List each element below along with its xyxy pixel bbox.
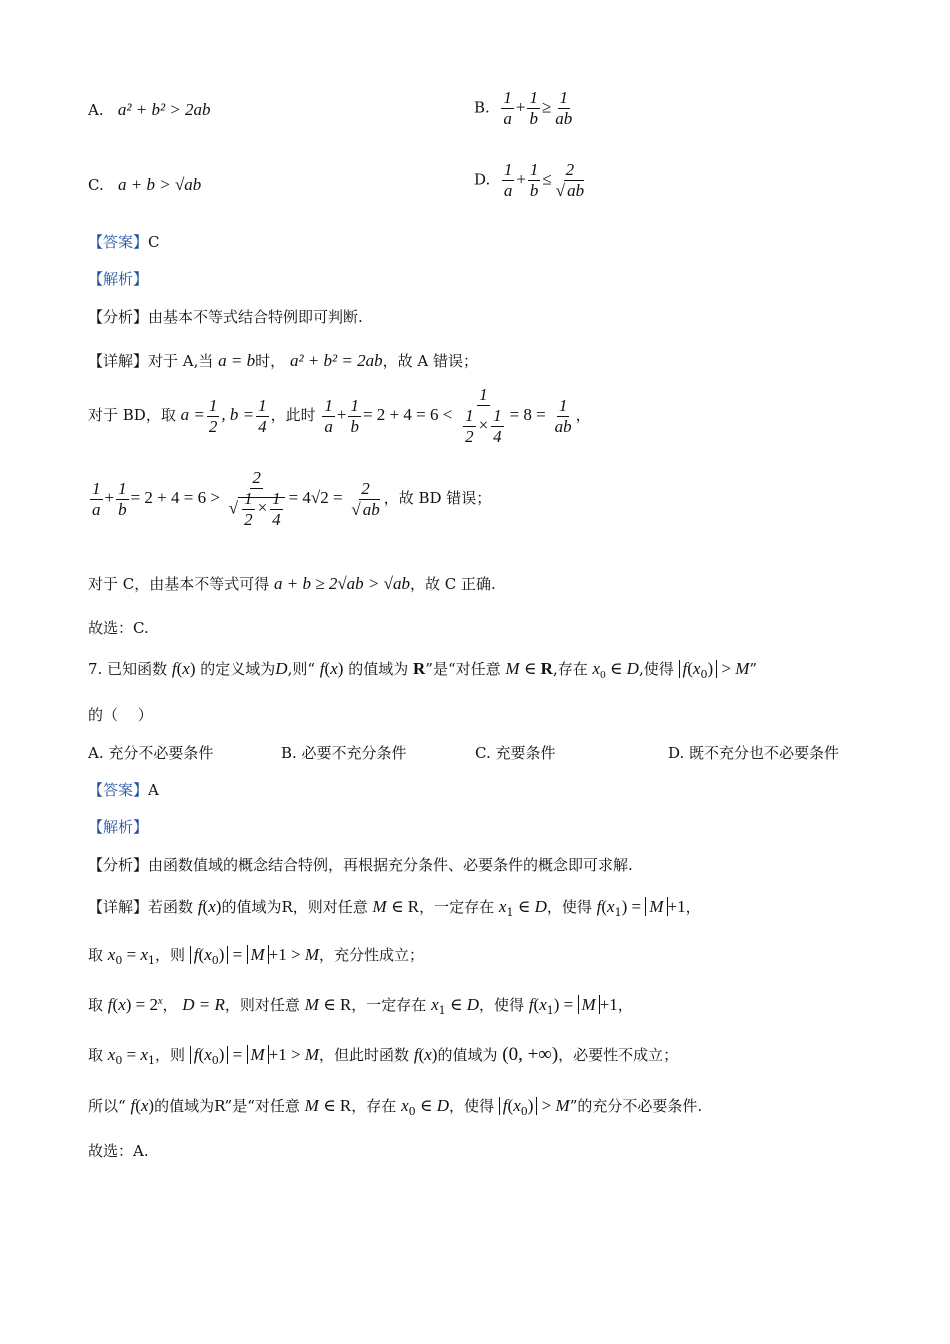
choose-line-q7: 故选：A. xyxy=(88,1142,149,1160)
q7-stem-end: 的（ ） xyxy=(88,706,153,724)
q7-option-a: A. 充分不必要条件 xyxy=(88,744,214,762)
q7-detail-5: 所以“ f(x)的值域为R”是“对任意 M ∈ R，存在 $x_0$ ∈ D，使得 $f(x_0) > M$”的充分不必要条件. xyxy=(88,1096,703,1118)
detail-line-3: $\frac{1}{a}$ + $\frac{1}{b}$ = 2 + 4 = 6 > 2 √ $\frac{1}{2}$ × $\frac{1}{4}$ = 4√2 = $\frac{2}{√ ab}$ ，故 BD 错误； xyxy=(92,468,492,529)
analysis-line-q6: 【分析】由基本不等式结合特例即可判断. xyxy=(88,308,363,326)
option-d: D. $\frac{1}{a}$ + $\frac{1}{b}$ ≤ $\frac{2}{√ ab}$ xyxy=(474,160,585,200)
q7-option-d: D. 既不充分也不必要条件 xyxy=(668,744,840,762)
explain-tag-q7: 【解析】 xyxy=(88,818,149,836)
detail-line-2: 对于 BD，取 a = $\frac{1}{2}$ , b = $\frac{1}{4}$ ，此时 $\frac{1}{a}$ + $\frac{1}{b}$ = 2 + 4 = 6 < 1 $\frac{1}{2}$ × $\frac{1}{4}$ = 8 = $\frac{1}{ab}$ ， xyxy=(88,385,591,446)
q7-option-c: C. 充要条件 xyxy=(475,744,556,762)
q7-detail-3: 取 $f(x) = 2^x$， D = R，则对任意 M ∈ R，一定存在 $x_1$ ∈ D，使得 $f(x_1) = M +1$， xyxy=(88,995,633,1017)
option-b: B. $\frac{1}{a}$ + $\frac{1}{b}$ ≥ $\frac{1}{ab}$ xyxy=(474,88,573,128)
answer-line-q7: 【答案】A xyxy=(88,781,159,799)
q7-stem: 7. 已知函数 f(x) 的定义域为D,则“ f(x) 的值域为 R”是“对任意 M ∈ R,存在 $x_0$ ∈ D,使得 $f(x_0) > M$” xyxy=(88,659,758,681)
q7-detail-4: 取 $x_0 = x_1$，则 $f(x_0) = M +1 > M$，但此时函数 f(x)的值域为 (0, +∞)，必要性不成立； xyxy=(88,1044,679,1067)
analysis-line-q7: 【分析】由函数值域的概念结合特例，再根据充分条件、必要条件的概念即可求解. xyxy=(88,856,633,874)
q7-option-b: B. 必要不充分条件 xyxy=(281,744,407,762)
option-a: A. a² + b² > 2ab xyxy=(88,100,211,119)
detail-line-4: 对于 C，由基本不等式可得 a + b ≥ 2√ab > √ab，故 C 正确. xyxy=(88,574,496,593)
answer-line-q6: 【答案】C xyxy=(88,233,160,251)
choose-line-q6: 故选：C. xyxy=(88,619,149,637)
q7-detail-1: 【详解】若函数 f(x)的值域为R，则对任意 M ∈ R，一定存在 $x_1$ ∈ D，使得 $f(x_1) = M +1$， xyxy=(88,897,701,919)
detail-line-1: 【详解】对于 A,当 a = b时， a² + b² = 2ab，故 A 错误； xyxy=(88,351,478,370)
option-c: C. a + b > √ab xyxy=(88,175,202,194)
explain-tag-q6: 【解析】 xyxy=(88,270,149,288)
q7-detail-2: 取 $x_0 = x_1$，则 $f(x_0) = M +1 > M$，充分性成立； xyxy=(88,945,425,967)
